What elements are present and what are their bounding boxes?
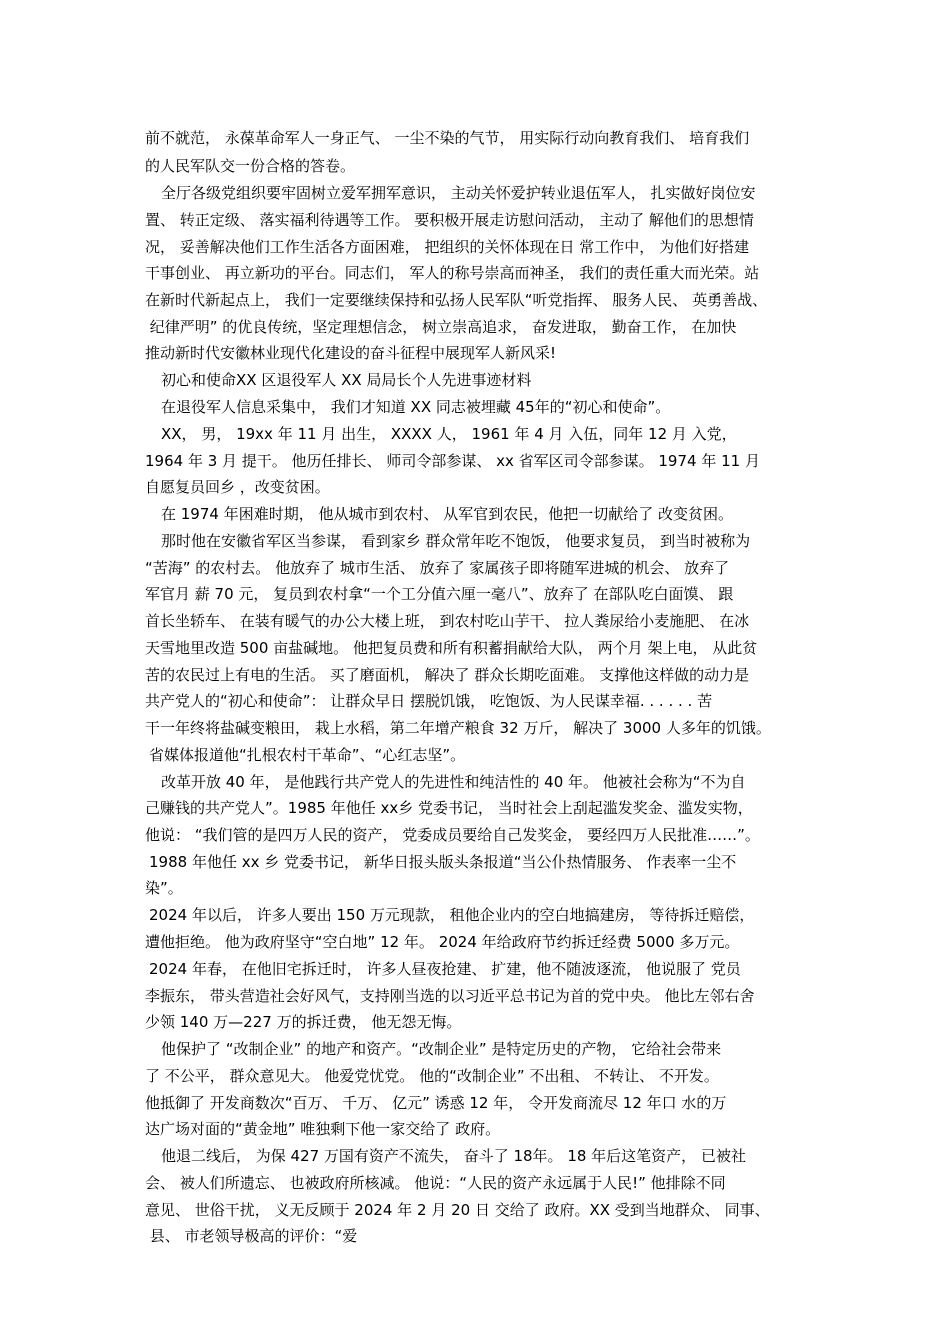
- text-line: 推动新时代安徽林业现代化建设的奋斗征程中展现军人新风采!: [145, 344, 557, 362]
- text-line: 自愿复员回乡 ，改变贫困。: [145, 478, 330, 496]
- text-line: 1964 年 3 月 提干。 他历任排长、 师司令部参谋、 xx 省军区司令部参谋。 1974 年 11 月: [145, 452, 760, 470]
- text-line: 前不就范， 永葆革命军人一身正气、 一尘不染的气节， 用实际行动向教育我们、 培育我们: [145, 129, 750, 147]
- text-line: 纪律严明” 的优良传统，坚定理想信念， 树立崇高追求， 奋发进取， 勤奋工作， 在加快: [145, 318, 737, 336]
- text-line: 天雪地里改造 500 亩盐碱地。 他把复员费和所有积蓄捐献给大队， 两个月 架上电， 从此贫: [145, 639, 758, 657]
- text-line: 达广场对面的“黄金地” 唯独剩下他一家交给了 政府。: [145, 1120, 501, 1138]
- text-line: 李振东， 带头营造社会好风气，支持刚当选的以习近平总书记为首的党中央。 他比左邻右舍: [145, 987, 755, 1005]
- text-line: 他说： “我们管的是四万人民的资产， 党委成员要给自己发奖金， 要经四万人民批准……”。: [145, 826, 760, 844]
- section-title: 初心和使命XX 区退役军人 XX 局局长个人先进事迹材料: [161, 371, 532, 389]
- text-line: 苦的农民过上有电的生活。 买了磨面机， 解决了 群众长期吃面难。 支撑他这样做的动力是: [145, 666, 750, 684]
- text-line: 的人民军队交一份合格的答卷。: [145, 157, 356, 175]
- text-line: 了 不公平， 群众意见大。 他爱党忧党。 他的“改制企业” 不出租、 不转让、 不开发。: [145, 1067, 719, 1085]
- text-line: 在 1974 年困难时期， 他从城市到农村、 从军官到农民，他把一切献给了 改变贫困。: [161, 505, 734, 523]
- text-line: 在新时代新起点上， 我们一定要继续保持和弘扬人民军队“听党指挥、 服务人民、 英勇善战、: [145, 291, 768, 309]
- text-line: 他抵御了 开发商数次“百万、 千万、 亿元” 诱惑 12 年， 令开发商流尽 12 年口 水的万: [145, 1094, 727, 1112]
- text-line: 1988 年他任 xx 乡 党委书记， 新华日报头版头条报道“当公仆热情服务、 作表率一尘不: [149, 853, 737, 871]
- text-line: 会、 被人们所遗忘、 也被政府所核减。 他说：“人民的资产永远属于人民!” 他排除不同: [145, 1174, 726, 1192]
- text-line: 他退二线后， 为保 427 万国有资产不流失， 奋斗了 18年。 18 年后这笔资产， 已被社: [161, 1147, 746, 1165]
- text-line: 2024 年以后， 许多人要出 150 万元现款， 租他企业内的空白地搞建房， 等待拆迁赔偿，: [149, 906, 755, 924]
- text-line: “苦海” 的农村去。 他放弃了 城市生活、 放弃了 家属孩子即将随军进城的机会、 放弃了: [145, 559, 730, 577]
- text-line: 染”。: [145, 879, 183, 897]
- text-line: 己赚钱的共产党人”。1985 年他任 xx乡 党委书记， 当时社会上刮起滥发奖金、滥发实物，: [145, 799, 753, 817]
- text-line: 军官月 薪 70 元， 复员到农村拿“一个工分值六厘一毫八”、放弃了 在部队吃白面馍、 跟: [145, 585, 734, 603]
- text-line: 改革开放 40 年， 是他践行共产党人的先进性和纯洁性的 40 年。 他被社会称为“不为自: [161, 773, 746, 791]
- text-line: 2024 年春， 在他旧宅拆迁时， 许多人昼夜抢建、 扩建，他不随波逐流， 他说服了 党员: [149, 960, 741, 978]
- text-line: 在退役军人信息采集中， 我们才知道 XX 同志被埋藏 45年的“初心和使命”。: [161, 398, 671, 416]
- text-line: 首长坐轿车、 在装有暖气的办公大楼上班， 到农村吃山芋干、 拉人粪尿给小麦施肥、 在冰: [145, 612, 750, 630]
- text-line: 况， 妥善解决他们工作生活各方面困难， 把组织的关怀体现在日 常工作中， 为他们好搭建: [145, 238, 750, 256]
- text-line: 遭他拒绝。 他为政府坚守“空白地” 12 年。 2024 年给政府节约拆迁经费 5000 多万元。: [145, 933, 740, 951]
- text-line: 全厅各级党组织要牢固树立爱军拥军意识， 主动关怀爱护转业退伍军人， 扎实做好岗位安: [161, 184, 756, 202]
- text-line: 意见、 世俗干扰， 义无反顾于 2024 年 2 月 20 日 交给了 政府。XX 受到当地群众、 同事、: [145, 1201, 770, 1219]
- text-line: 干一年终将盐碱变粮田， 栽上水稻，第二年增产粮食 32 万斤， 解决了 3000 人多年的饥饿。: [145, 719, 771, 737]
- text-line: 省媒体报道他“扎根农村干革命”、“心红志坚”。: [149, 746, 466, 764]
- text-line: 干事创业、 再立新功的平台。同志们， 军人的称号崇高而神圣， 我们的责任重大而光荣。站: [145, 264, 760, 282]
- text-line: 那时他在安徽省军区当参谋， 看到家乡 群众常年吃不饱饭， 他要求复员， 到当时被称为: [161, 532, 751, 550]
- text-line: 县、 市老领导极高的评价：“爱: [145, 1227, 358, 1245]
- text-line: 他保护了 “改制企业” 的地产和资产。“改制企业” 是特定历史的产物， 它给社会带来: [161, 1040, 722, 1058]
- text-line: 置、 转正定级、 落实福利待遇等工作。 要积极开展走访慰问活动， 主动了 解他们的思想情: [145, 211, 754, 229]
- text-line: 少领 140 万—227 万的拆迁费， 他无怨无悔。: [145, 1013, 462, 1031]
- text-line: XX， 男， 19xx 年 11 月 出生， XXXX 人， 1961 年 4 月 入伍，同年 12 月 入党，: [161, 425, 737, 443]
- text-line: 共产党人的“初心和使命”： 让群众早日 摆脱饥饿， 吃饱饭、为人民谋幸福. . . . . . 苦: [145, 692, 713, 710]
